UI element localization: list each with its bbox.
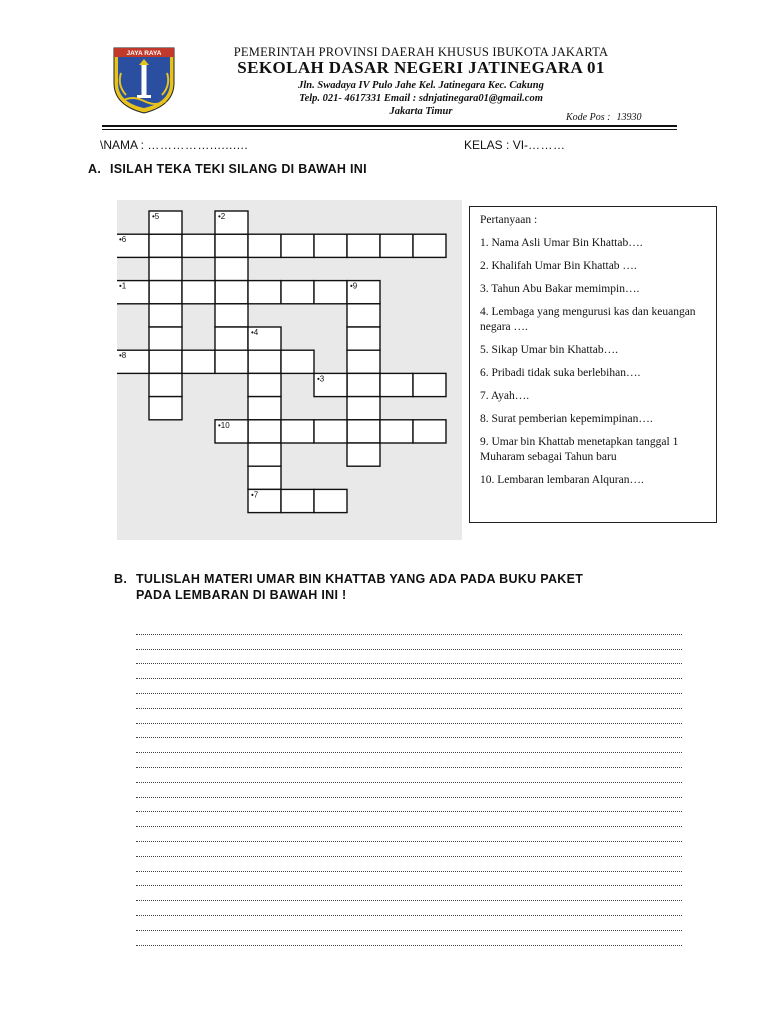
answer-line[interactable] (136, 694, 682, 709)
crossword-cell[interactable] (215, 281, 248, 304)
kelas-blank[interactable]: ……… (528, 138, 566, 152)
crossword-cell[interactable] (149, 350, 182, 373)
question-item: 7. Ayah…. (480, 390, 530, 402)
crossword-cell[interactable] (347, 304, 380, 327)
answer-line[interactable] (136, 857, 682, 872)
crossword-cell[interactable] (149, 281, 182, 304)
postal-code-label: Kode Pos : (566, 112, 611, 123)
question-item: 3. Tahun Abu Bakar memimpin…. (480, 283, 640, 295)
crossword-cell[interactable] (380, 373, 413, 396)
answer-line[interactable] (136, 812, 682, 827)
letterhead-address: Jln. Swadaya IV Pulo Jahe Kel. Jatinegara Kec. Cakung (298, 80, 544, 91)
question-item: 1. Nama Asli Umar Bin Khattab…. (480, 237, 643, 249)
crossword-cell[interactable] (149, 234, 182, 257)
answer-line[interactable] (136, 620, 682, 635)
nama-field[interactable] (100, 138, 248, 152)
clue-number: •8 (119, 351, 127, 361)
crossword-cell[interactable] (314, 281, 347, 304)
answer-line[interactable] (136, 842, 682, 857)
clue-number: •2 (218, 212, 226, 221)
crossword-cell[interactable] (347, 420, 380, 443)
nama-blank[interactable]: …………….......... (147, 138, 249, 152)
kelas-label: KELAS : VI- (464, 138, 529, 152)
question-item: 2. Khalifah Umar Bin Khattab …. (480, 260, 637, 272)
question-item: 8. Surat pemberian kepemimpinan…. (480, 413, 653, 425)
question-item: 10. Lembaran lembaran Alquran…. (480, 474, 644, 486)
answer-line[interactable] (136, 635, 682, 650)
crossword-cell[interactable] (149, 304, 182, 327)
clue-number: •3 (317, 374, 325, 384)
section-a-marker: A. (88, 162, 102, 176)
crossword-cell[interactable] (347, 373, 380, 396)
crossword-cell[interactable] (347, 397, 380, 420)
answer-line[interactable] (136, 679, 682, 694)
crossword-cell[interactable] (215, 350, 248, 373)
crossword-cell[interactable] (281, 420, 314, 443)
postal-code-value: 13930 (616, 112, 642, 123)
answer-line[interactable] (136, 650, 682, 665)
letterhead-rule-thin (102, 129, 677, 130)
answer-line[interactable] (136, 664, 682, 679)
question-item: 5. Sikap Umar bin Khattab…. (480, 344, 618, 356)
postal-code (566, 112, 641, 123)
crossword-cell[interactable] (347, 350, 380, 373)
crossword-cell[interactable] (380, 234, 413, 257)
answer-line[interactable] (136, 724, 682, 739)
crossword-cell[interactable] (380, 420, 413, 443)
clue-number: •7 (251, 490, 259, 500)
clue-number: •9 (350, 281, 358, 291)
crossword-cell[interactable] (248, 373, 281, 396)
section-b-heading (114, 572, 583, 586)
crossword-cell[interactable] (215, 234, 248, 257)
letterhead-city: Jakarta Timur (389, 106, 453, 117)
crossword-cell[interactable] (215, 304, 248, 327)
letterhead-government: PEMERINTAH PROVINSI DAERAH KHUSUS IBUKOTA JAKARTA (233, 45, 609, 59)
crossword-cell[interactable] (248, 397, 281, 420)
crossword-cell[interactable] (248, 350, 281, 373)
answer-line[interactable] (136, 768, 682, 783)
crossword-cell[interactable] (314, 234, 347, 257)
question-item: 4. Lembaga yang mengurusi kas dan keuangan negara …. (480, 306, 696, 333)
crossword-cell[interactable] (149, 327, 182, 350)
clue-number: •6 (119, 235, 127, 245)
crossword-cell[interactable] (248, 234, 281, 257)
answer-line[interactable] (136, 753, 682, 768)
crossword-cell[interactable] (347, 234, 380, 257)
crossword-cell[interactable] (149, 397, 182, 420)
clue-number: •10 (218, 420, 230, 430)
answer-line[interactable] (136, 738, 682, 753)
crossword-cell[interactable] (347, 327, 380, 350)
crossword-cell[interactable] (149, 373, 182, 396)
crossword-puzzle (117, 200, 462, 540)
crossword-cell[interactable] (413, 234, 446, 257)
crossword-cell[interactable] (281, 489, 314, 512)
logo-lettering: JAYA RAYA (126, 50, 162, 57)
crossword-cell[interactable] (215, 257, 248, 280)
letterhead-school-name: SEKOLAH DASAR NEGERI JATINEGARA 01 (237, 58, 605, 77)
crossword-cell[interactable] (248, 466, 281, 489)
section-a-title: ISILAH TEKA TEKI SILANG DI BAWAH INI (110, 162, 367, 176)
answer-line[interactable] (136, 827, 682, 842)
letterhead-contact: Telp. 021- 4617331 Email : sdnjatinegara01@gmail.com (299, 93, 543, 104)
section-a-heading (88, 162, 367, 176)
clue-number: •4 (251, 328, 259, 337)
section-b-title-line1: TULISLAH MATERI UMAR BIN KHATTAB YANG ADA PADA BUKU PAKET (136, 572, 584, 586)
crossword-cell[interactable] (182, 281, 215, 304)
letterhead-rule (102, 125, 677, 127)
clue-number: •1 (119, 281, 127, 291)
answer-line[interactable] (136, 872, 682, 887)
question-item: 6. Pribadi tidak suka berlebihan…. (480, 367, 641, 379)
crossword-cell[interactable] (347, 443, 380, 466)
crossword-grid (117, 200, 462, 540)
answer-lines[interactable] (136, 620, 682, 946)
crossword-cell[interactable] (281, 234, 314, 257)
answer-line[interactable] (136, 709, 682, 724)
kelas-field[interactable] (464, 138, 566, 152)
answer-line[interactable] (136, 798, 682, 813)
answer-line[interactable] (136, 783, 682, 798)
questions-box (469, 206, 717, 523)
crossword-cell[interactable] (248, 281, 281, 304)
school-logo (108, 45, 180, 115)
answer-line[interactable] (136, 916, 682, 931)
nama-label: \NAMA : (100, 138, 145, 152)
question-item: 9. Umar bin Khattab menetapkan tanggal 1 Muharam sebagai Tahun baru (480, 436, 679, 463)
crossword-cell[interactable] (314, 489, 347, 512)
crossword-cell[interactable] (182, 234, 215, 257)
section-b-title-line2: PADA LEMBARAN DI BAWAH INI ! (136, 588, 347, 602)
answer-line[interactable] (136, 901, 682, 916)
answer-line[interactable] (136, 886, 682, 901)
crossword-cell[interactable] (281, 350, 314, 373)
crossword-cell[interactable] (248, 420, 281, 443)
questions-heading: Pertanyaan : (480, 214, 538, 226)
clue-number: •5 (152, 212, 160, 221)
section-b-marker: B. (114, 572, 128, 586)
crossword-cell[interactable] (248, 443, 281, 466)
crossword-cell[interactable] (314, 420, 347, 443)
crossword-cell[interactable] (413, 373, 446, 396)
crossword-cell[interactable] (413, 420, 446, 443)
crossword-cell[interactable] (149, 257, 182, 280)
crossword-cell[interactable] (182, 350, 215, 373)
crossword-cell[interactable] (281, 281, 314, 304)
crossword-cell[interactable] (215, 327, 248, 350)
answer-line[interactable] (136, 931, 682, 946)
